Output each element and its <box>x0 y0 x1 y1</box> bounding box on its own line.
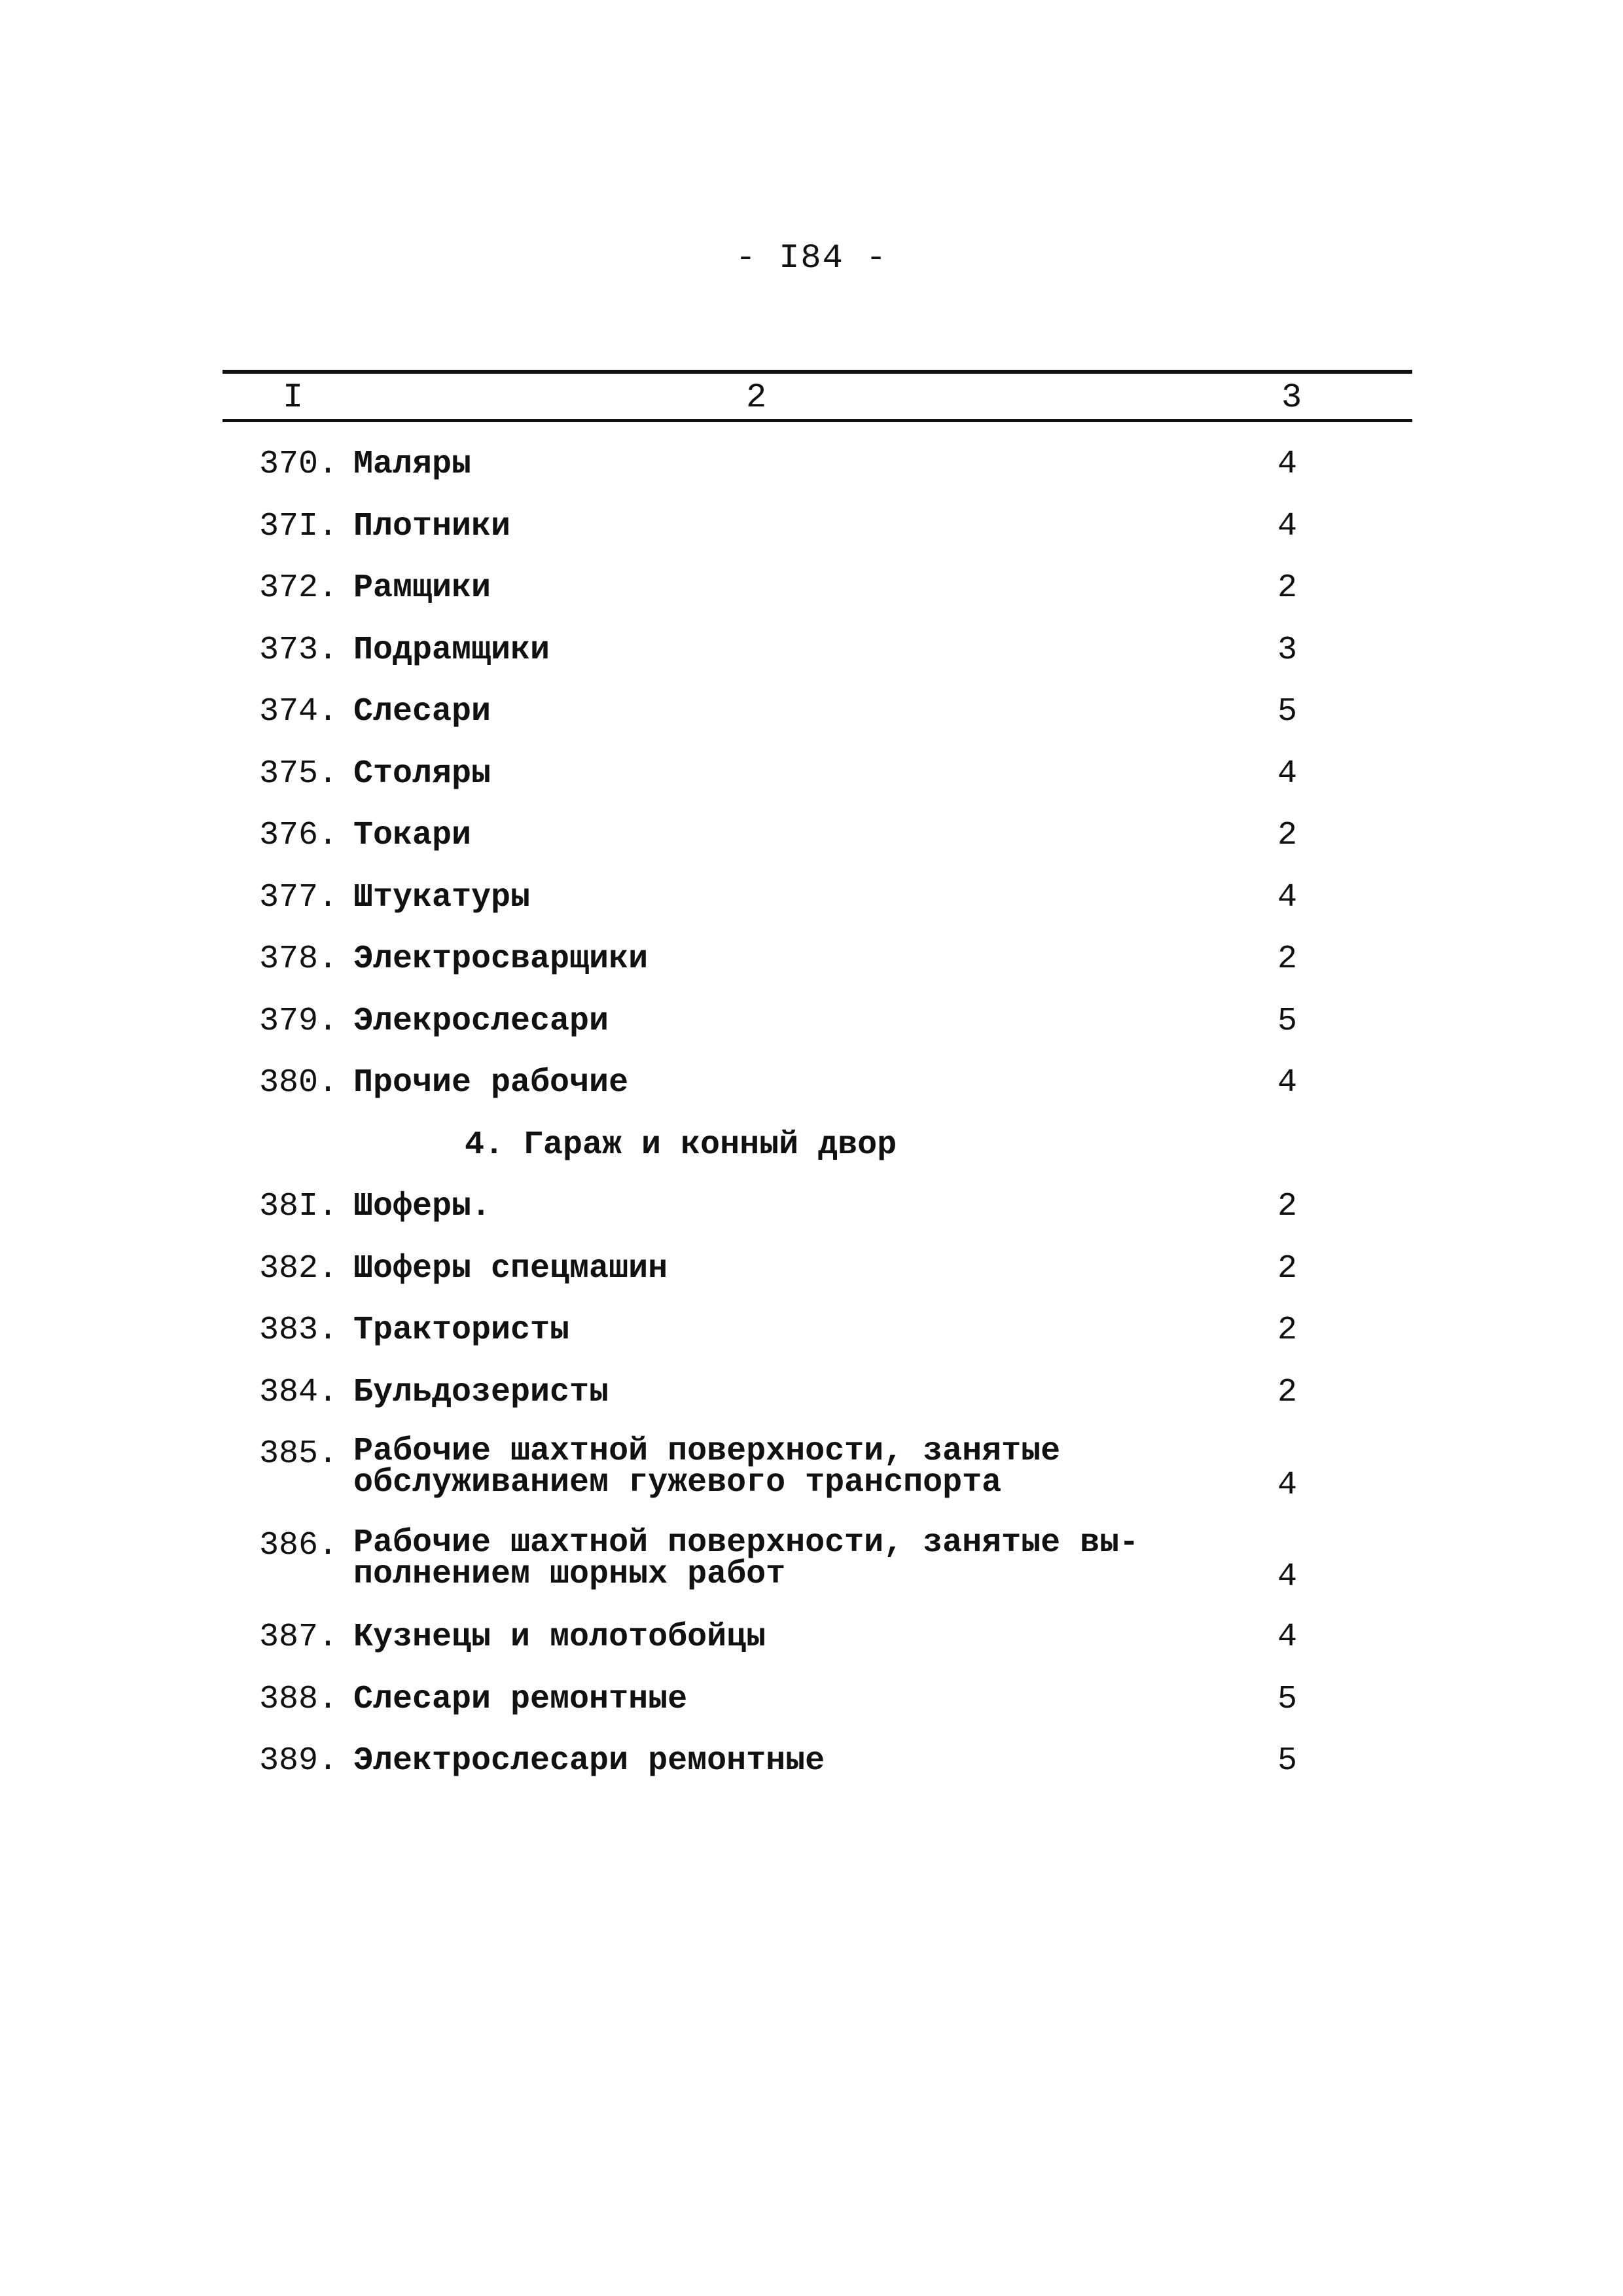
row-name-line-2: обслуживанием гужевого транспорта <box>353 1464 1002 1501</box>
row-name: Электросварщики <box>353 941 649 978</box>
table-row <box>223 1429 1412 1521</box>
row-name: Трактористы <box>353 1312 570 1349</box>
row-value: 2 <box>1277 1373 1298 1411</box>
row-value: 4 <box>1277 1467 1298 1504</box>
row-name: Шоферы. <box>353 1188 491 1225</box>
row-value: 4 <box>1277 878 1298 916</box>
row-number: 372. <box>259 569 338 607</box>
row-value: 4 <box>1277 755 1298 793</box>
table-row <box>223 1613 1412 1675</box>
row-value: 3 <box>1277 631 1298 669</box>
table-row <box>223 502 1412 564</box>
table-row <box>223 1306 1412 1368</box>
table-row <box>223 997 1412 1059</box>
column-header-3: 3 <box>1281 378 1302 417</box>
row-number: 384. <box>259 1373 338 1411</box>
row-number: 385. <box>259 1435 338 1473</box>
row-name: Токари <box>353 817 472 854</box>
row-name: Слесари ремонтные <box>353 1680 688 1718</box>
table-body <box>223 440 1412 1799</box>
table-row <box>223 1244 1412 1306</box>
column-header-1: I <box>283 378 304 417</box>
table-top-rule <box>223 370 1412 374</box>
row-value: 2 <box>1277 941 1298 978</box>
table-row <box>223 1675 1412 1737</box>
row-value: 2 <box>1277 1312 1298 1349</box>
table-row <box>223 749 1412 812</box>
row-number: 389. <box>259 1742 338 1780</box>
row-number: 387. <box>259 1619 338 1656</box>
row-number: 374. <box>259 693 338 730</box>
table-row <box>223 1058 1412 1121</box>
row-name-line-2: полнением шорных работ <box>353 1556 786 1593</box>
row-value: 2 <box>1277 569 1298 607</box>
row-value: 5 <box>1277 1742 1298 1780</box>
row-value: 2 <box>1277 817 1298 854</box>
table-row <box>223 1368 1412 1430</box>
row-name <box>353 1524 1237 1593</box>
row-number: 37I. <box>259 507 338 545</box>
row-name: Столяры <box>353 755 491 793</box>
row-number: 380. <box>259 1064 338 1102</box>
row-value: 4 <box>1277 507 1298 545</box>
column-headers <box>223 378 1412 418</box>
row-number: 378. <box>259 941 338 978</box>
row-number: 38I. <box>259 1188 338 1225</box>
row-number: 382. <box>259 1249 338 1287</box>
table-header-rule <box>223 419 1412 422</box>
row-value: 5 <box>1277 693 1298 730</box>
row-number: 386. <box>259 1527 338 1564</box>
row-value: 4 <box>1277 1064 1298 1102</box>
row-number: 375. <box>259 755 338 793</box>
row-name-line-1: Рабочие шахтной поверхности, занятые вы- <box>353 1524 1139 1562</box>
row-name: Шоферы спецмашин <box>353 1249 668 1287</box>
row-name: Кузнецы и молотобойцы <box>353 1619 766 1656</box>
table-row <box>223 564 1412 626</box>
table-row <box>223 1521 1412 1613</box>
table-row <box>223 440 1412 502</box>
row-number: 383. <box>259 1312 338 1349</box>
table-row <box>223 626 1412 688</box>
row-name: Маляры <box>353 446 472 483</box>
row-number: 373. <box>259 631 338 669</box>
row-value: 4 <box>1277 1558 1298 1596</box>
row-name-line-1: Рабочие шахтной поверхности, занятые <box>353 1433 1061 1470</box>
table-row <box>223 1736 1412 1799</box>
row-value: 4 <box>1277 1619 1298 1656</box>
table-row <box>223 811 1412 873</box>
row-value: 2 <box>1277 1249 1298 1287</box>
row-name: Электрослесари ремонтные <box>353 1742 825 1780</box>
row-number: 370. <box>259 446 338 483</box>
page-number: - I84 - <box>735 239 888 278</box>
row-value: 5 <box>1277 1680 1298 1718</box>
section-title: 4. Гараж и конный двор <box>465 1126 897 1164</box>
row-name: Прочие рабочие <box>353 1064 629 1102</box>
row-value: 2 <box>1277 1188 1298 1225</box>
row-name: Элекрослесари <box>353 1002 609 1040</box>
row-number: 377. <box>259 878 338 916</box>
table-row <box>223 687 1412 749</box>
row-name: Плотники <box>353 507 511 545</box>
row-name: Подрамщики <box>353 631 550 669</box>
row-name: Штукатуры <box>353 878 531 916</box>
row-name: Рамщики <box>353 569 491 607</box>
row-number: 376. <box>259 817 338 854</box>
row-name: Бульдозеристы <box>353 1373 609 1411</box>
table-row <box>223 873 1412 935</box>
row-name: Слесари <box>353 693 491 730</box>
column-header-2: 2 <box>746 378 767 417</box>
row-name <box>353 1433 1237 1501</box>
table-row <box>223 935 1412 997</box>
row-number: 379. <box>259 1002 338 1040</box>
table-row <box>223 1182 1412 1244</box>
row-number: 388. <box>259 1680 338 1718</box>
row-value: 4 <box>1277 446 1298 483</box>
section-heading-row <box>223 1121 1412 1183</box>
row-value: 5 <box>1277 1002 1298 1040</box>
